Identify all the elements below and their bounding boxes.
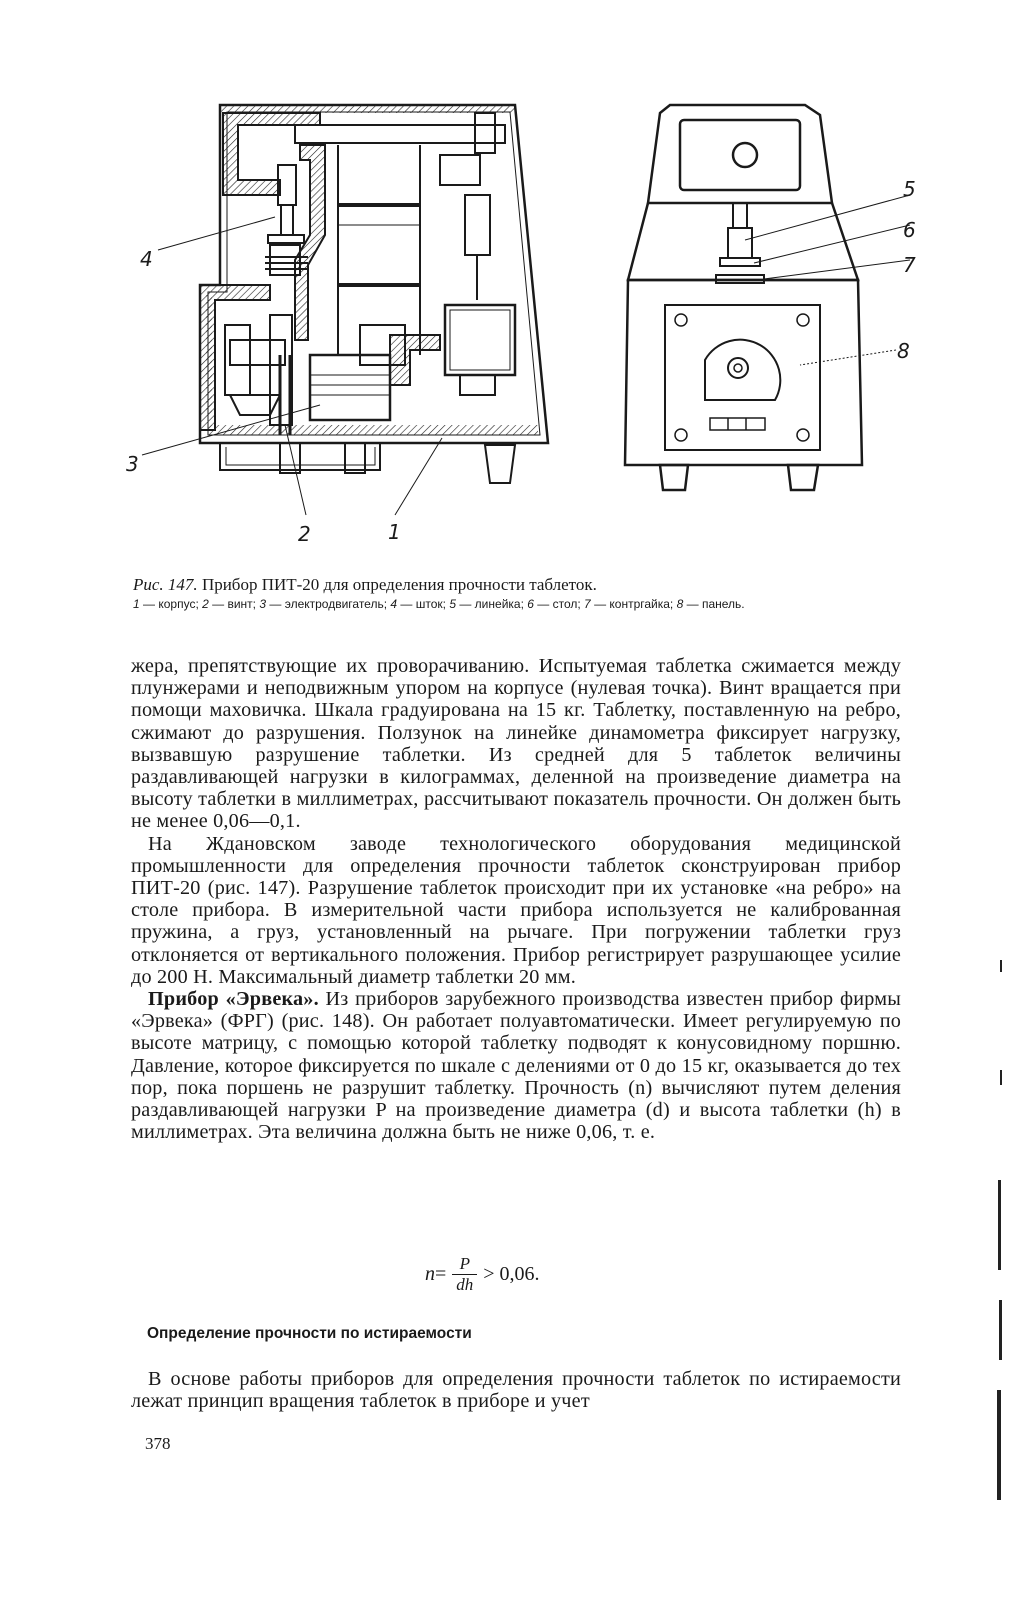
paragraph-2: На Ждановском заводе технологического оборудования медицинской промышленности для определения прочности таблеток сконструирован прибор ПИТ-20 (рис. 147). Разрушение таблеток происходит при их установке «на ребро» на столе прибора. В измерительной части прибора используется не калиброванная пружина, а груз, установленный на рычаге. При погружении таблетки груз отклоняется от вертикального положения. Прибор регистрирует разрушающее усилие до 200 Н. Максимальный диаметр таблетки 20 мм. [131,832,901,988]
formula [425,1250,540,1298]
legend-num: 1 [133,597,140,611]
caption-title [133,575,923,595]
callout-3: 3 [126,452,139,476]
legend-text: — винт; [208,597,260,611]
legend-num: 8 [676,597,684,611]
page-number: 378 [145,1434,171,1453]
legend-num: 5 [449,597,457,611]
section-view [200,105,548,483]
scan-edge-mark [999,1300,1002,1360]
legend-text: — корпус; [139,597,203,611]
formula-denominator: dh [452,1274,477,1295]
legend-num: 3 [259,597,267,611]
legend-text: — линейка; [456,597,528,611]
paragraph-1: жера, препятствующие их проворачиванию. Испытуемая таблетка сжимается между плунжерами и неподвижным упором на корпусе (нулевая точка). Винт вращается при помощи маховичка. Шкала градуирована на 15 кг. Таблетку, поставленную на ребро, сжимают до разрушения. Ползунок на линейке динамометра фиксирует нагрузку, вызвавшую разрушение таблетки. Из средней для 5 таблеток величины раздавливающей нагрузки в килограммах, деленной на произведение диаметра на высоту таблетки в миллиметрах, рассчитывают показатель прочности. Он должен быть не менее 0,06—0,1. [131,655,901,833]
caption-legend [133,597,923,612]
body-text-2 [131,1368,901,1412]
body-text [131,655,901,1143]
front-view [625,105,862,490]
paragraph-3 [131,988,901,1143]
formula-lhs: n [425,1262,435,1285]
legend-num: 4 [390,597,398,611]
legend-text: — стол; [533,597,585,611]
callout-6: 6 [903,218,916,242]
caption-prefix: Рис. 147. [133,575,198,594]
callout-7: 7 [903,253,916,277]
paragraph-3-lead: Прибор «Эрвека». [148,988,319,1011]
formula-rhs: > 0,06. [483,1262,540,1285]
section-heading: Определение прочности по истираемости [147,1325,472,1342]
caption-title-text: Прибор ПИТ-20 для определения прочности таблеток. [197,575,597,594]
scan-edge-mark [1000,1070,1002,1085]
formula-eq: = [435,1262,447,1285]
callout-4: 4 [140,247,153,271]
legend-num: 6 [527,597,534,611]
paragraph-3-text: Из приборов зарубежного производства известен прибор фирмы «Эрвека» (ФРГ) (рис. 148). Он работает полуавтоматически. Имеет регулируемую по высоте матрицу, с помощью которой таблетку подводят к конусовидному поршню. Давление, которое фиксируется по шкале с делениями от 0 до 15 кг, оказывается до тех пор, пока поршень не разрушит таблетку. Прочность (n) вычисляют путем деления раздавливающей нагрузки P на произведение диаметра (d) и высота таблетки (h) в миллиметрах. Эта величина должна быть не ниже 0,06, т. е. [131,988,901,1144]
paragraph-4: В основе работы приборов для определения прочности таблеток по истираемости лежат принцип вращения таблеток в приборе и учет [131,1368,901,1413]
callout-2: 2 [298,522,311,546]
legend-text: — контргайка; [590,597,677,611]
scan-edge-mark [997,1390,1001,1500]
legend-text: — панель. [683,597,745,611]
legend-text: — электродвигатель; [266,597,391,611]
figure-147 [120,85,920,565]
formula-numerator: P [459,1253,470,1273]
legend-num: 7 [584,597,591,611]
scan-edge-mark [998,1180,1001,1270]
callout-5: 5 [903,177,916,201]
callout-8: 8 [897,339,910,363]
device-drawing [120,85,920,565]
formula-fraction [452,1254,477,1295]
callout-1: 1 [388,520,401,544]
scan-edge-mark [1000,960,1002,972]
figure-caption [133,575,923,612]
legend-num: 2 [202,597,209,611]
legend-text: — шток; [397,597,450,611]
